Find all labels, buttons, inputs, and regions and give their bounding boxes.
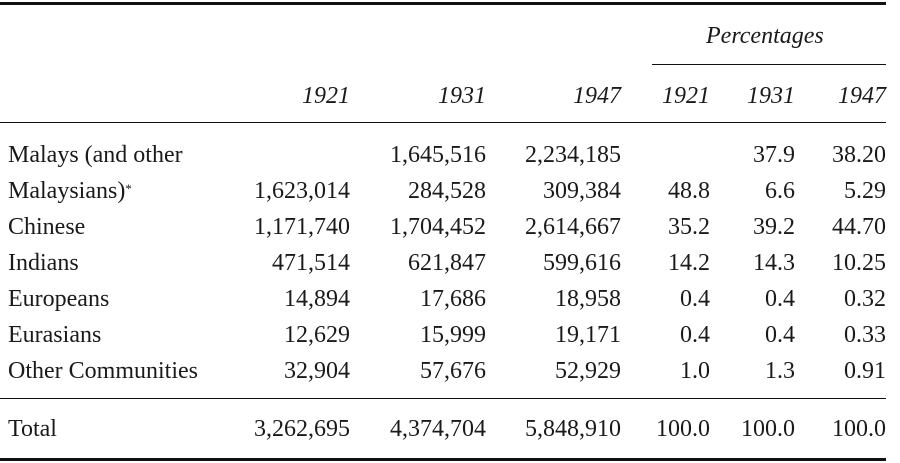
row-label: Malays (and other xyxy=(8,142,183,168)
cell-pct-1947: 44.70 xyxy=(832,214,886,240)
header-rule xyxy=(0,122,886,123)
col-header-abs-1947: 1947 xyxy=(573,83,621,109)
row-label: Indians xyxy=(8,250,79,276)
cell-pct-1921: 0.4 xyxy=(680,286,710,312)
cell-abs-1931: 284,528 xyxy=(408,178,486,204)
cell-abs-1921: 471,514 xyxy=(272,250,350,276)
total-pct-1921: 100.0 xyxy=(656,416,710,442)
total-rule xyxy=(0,398,886,399)
cell-abs-1947: 309,384 xyxy=(543,178,621,204)
cell-pct-1921: 0.4 xyxy=(680,322,710,348)
cell-abs-1921: 32,904 xyxy=(284,358,350,384)
row-label: Chinese xyxy=(8,214,86,240)
cell-pct-1947: 0.91 xyxy=(844,358,886,384)
cell-pct-1947: 10.25 xyxy=(832,250,886,276)
cell-abs-1931: 621,847 xyxy=(408,250,486,276)
total-abs-1931: 4,374,704 xyxy=(390,416,486,442)
cell-abs-1947: 2,614,667 xyxy=(525,214,621,240)
cell-pct-1947: 5.29 xyxy=(844,178,886,204)
total-abs-1947: 5,848,910 xyxy=(525,416,621,442)
cell-pct-1921: 48.8 xyxy=(668,178,710,204)
cell-abs-1931: 15,999 xyxy=(420,322,486,348)
total-abs-1921: 3,262,695 xyxy=(254,416,350,442)
percentages-underline xyxy=(652,64,886,65)
cell-pct-1931: 37.9 xyxy=(753,142,795,168)
top-rule xyxy=(0,2,886,5)
row-label: Eurasians xyxy=(8,322,102,348)
cell-abs-1921: 12,629 xyxy=(284,322,350,348)
row-label: Europeans xyxy=(8,286,110,312)
cell-abs-1931: 17,686 xyxy=(420,286,486,312)
cell-abs-1921: 1,623,014 xyxy=(254,178,350,204)
total-pct-1947: 100.0 xyxy=(832,416,886,442)
cell-abs-1947: 599,616 xyxy=(543,250,621,276)
cell-pct-1921: 35.2 xyxy=(668,214,710,240)
percentages-heading: Percentages xyxy=(706,23,824,49)
cell-abs-1947: 19,171 xyxy=(555,322,621,348)
row-label: Other Communities xyxy=(8,358,198,384)
col-header-pct-1931: 1931 xyxy=(747,83,795,109)
cell-abs-1921: 1,171,740 xyxy=(254,214,350,240)
cell-pct-1931: 39.2 xyxy=(753,214,795,240)
col-header-pct-1947: 1947 xyxy=(838,83,886,109)
cell-abs-1921: 14,894 xyxy=(284,286,350,312)
col-header-pct-1921: 1921 xyxy=(662,83,710,109)
cell-abs-1947: 52,929 xyxy=(555,358,621,384)
cell-abs-1947: 18,958 xyxy=(555,286,621,312)
cell-pct-1947: 0.32 xyxy=(844,286,886,312)
col-header-abs-1931: 1931 xyxy=(438,83,486,109)
cell-pct-1921: 14.2 xyxy=(668,250,710,276)
total-label: Total xyxy=(8,416,57,442)
col-header-abs-1921: 1921 xyxy=(302,83,350,109)
cell-abs-1931: 1,704,452 xyxy=(390,214,486,240)
cell-pct-1931: 14.3 xyxy=(753,250,795,276)
row-label: Malaysians)* xyxy=(8,178,132,204)
cell-pct-1931: 1.3 xyxy=(765,358,795,384)
cell-pct-1921: 1.0 xyxy=(680,358,710,384)
cell-pct-1931: 6.6 xyxy=(765,178,795,204)
cell-abs-1931: 57,676 xyxy=(420,358,486,384)
total-pct-1931: 100.0 xyxy=(741,416,795,442)
cell-abs-1931: 1,645,516 xyxy=(390,142,486,168)
cell-pct-1947: 0.33 xyxy=(844,322,886,348)
cell-abs-1947: 2,234,185 xyxy=(525,142,621,168)
cell-pct-1931: 0.4 xyxy=(765,322,795,348)
footnote-marker: * xyxy=(125,181,132,196)
cell-pct-1947: 38.20 xyxy=(832,142,886,168)
bottom-rule xyxy=(0,458,886,461)
cell-pct-1931: 0.4 xyxy=(765,286,795,312)
